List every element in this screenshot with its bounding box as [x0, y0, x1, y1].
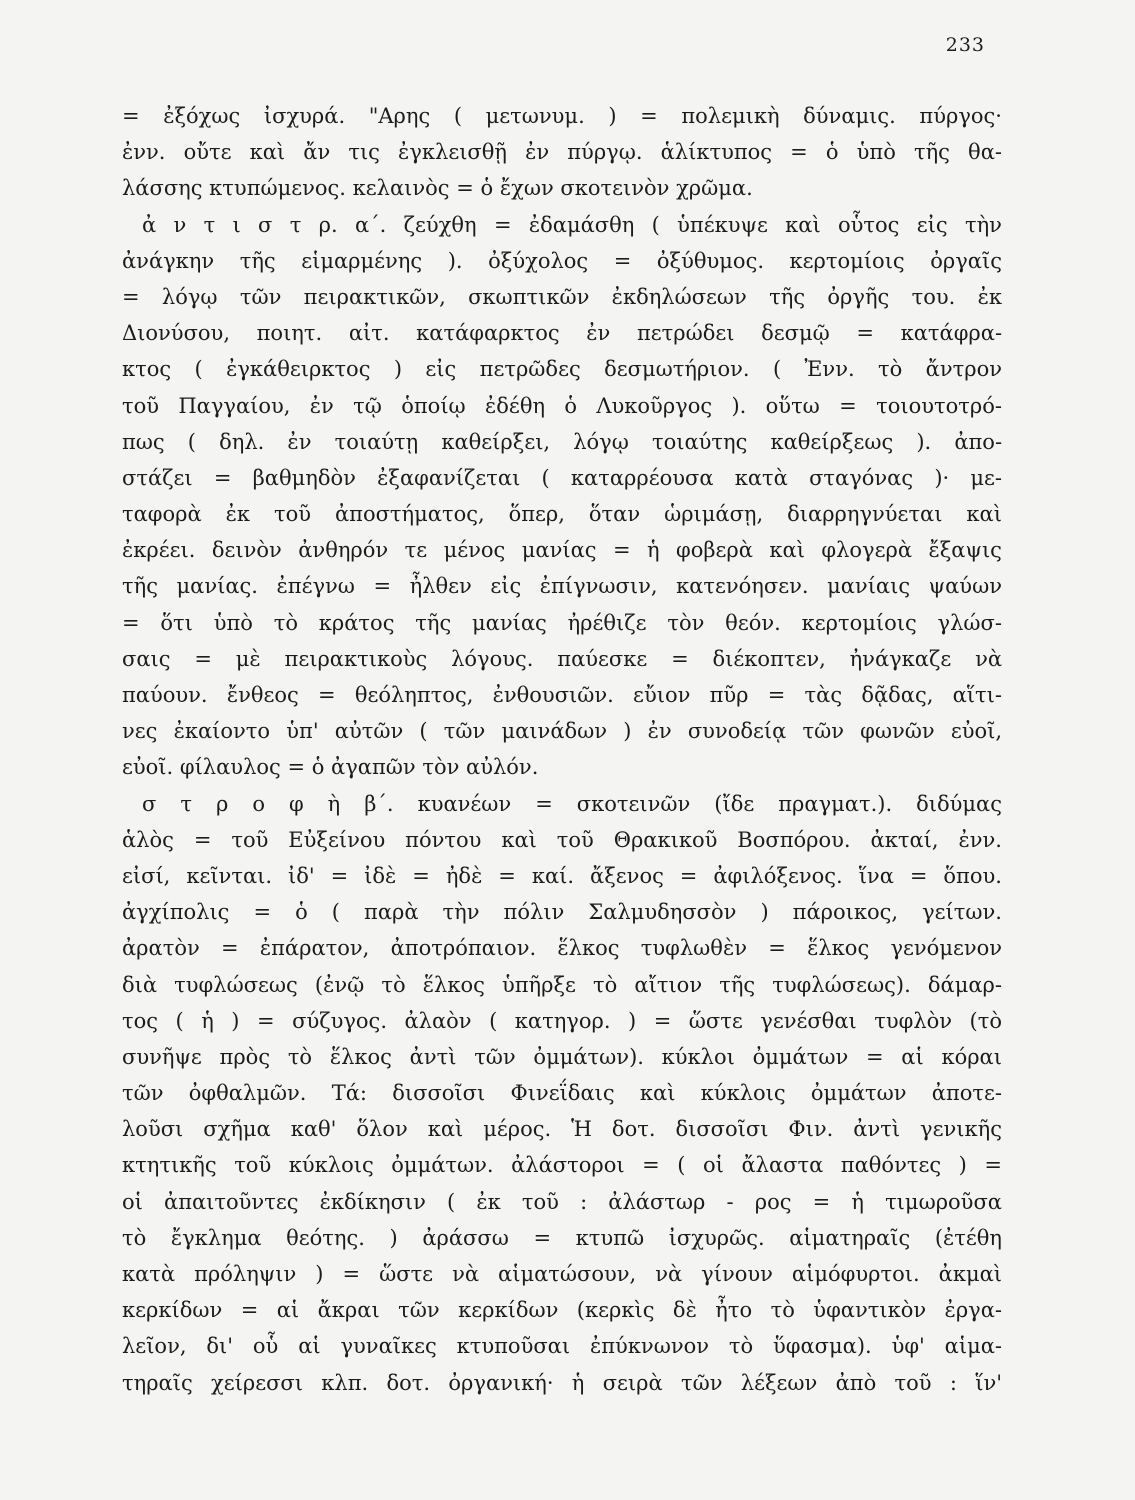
text-line-content: λοῦσι σχῆμα καθ' ὅλον καὶ μέρος. Ἡ δοτ. δισσοῖσι Φιν. ἀντὶ γενικῆς [122, 1117, 1002, 1142]
text-line-content: τὸ ἔγκλημα θεότης. ) ἀράσσω = κτυπῶ ἰσχυρῶς. αἱματηραῖς (ἐτέθη [122, 1225, 1003, 1250]
text-line-content: κατὰ πρόληψιν ) = ὥστε νὰ αἱματώσουν, νὰ γίνουν αἱμόφυρτοι. ἀκμαὶ [122, 1262, 1003, 1286]
text-line-content: εὐοῖ. φίλαυλος = ὁ ἀγαπῶν τὸν αὐλόν. [122, 755, 539, 780]
text-line [122, 1328, 1002, 1364]
text-line [122, 1075, 1002, 1111]
text-line-content: τος ( ἡ ) = σύζυγος. ἀλαὸν ( κατηγορ. ) = ὥστε γενέσθαι τυφλὸν (τὸ [122, 1008, 1003, 1033]
text-line [122, 98, 1002, 134]
text-line-content: οἱ ἀπαιτοῦντες ἐκδίκησιν ( ἐκ τοῦ : ἀλάστωρ - ρος = ἡ τιμωροῦσα [122, 1189, 1002, 1214]
text-line-content: = λόγῳ τῶν πειρακτικῶν, σκωπτικῶν ἐκδηλώσεων τῆς ὀργῆς του. ἐκ [122, 284, 1003, 309]
text-line [122, 1292, 1002, 1328]
text-line-content: λάσσης κτυπώμενος. κελαινὸς = ὁ ἔχων σκοτεινὸν χρῶμα. [122, 176, 753, 201]
text-line-content: ἀγχίπολις = ὁ ( παρὰ τὴν πόλιν Σαλμυδησσὸν ) πάροικος, γείτων. [122, 900, 1002, 925]
text-line [122, 894, 1002, 930]
text-line-content: ἁλὸς = τοῦ Εὐξείνου πόντου καὶ τοῦ Θρακικοῦ Βοσπόρου. ἀκταί, ἐνν. [122, 827, 1002, 852]
text-line-content: παύουν. ἔνθεος = θεόληπτος, ἐνθουσιῶν. εὔιον πῦρ = τὰς δᾷδας, αἵτι- [122, 683, 1002, 707]
text-line [122, 279, 1002, 315]
text-line [122, 822, 1002, 858]
text-line-content: κερκίδων = αἱ ἄκραι τῶν κερκίδων (κερκὶς δὲ ἦτο τὸ ὑφαντικὸν ἐργα- [122, 1298, 1003, 1323]
text-line [122, 858, 1002, 894]
text-line [122, 315, 1002, 351]
text-line-content: τῶν ὀφθαλμῶν. Τά: δισσοῖσι Φινεΐδαις καὶ κύκλοις ὀμμάτων ἀποτε- [122, 1081, 1002, 1106]
text-line [122, 1184, 1002, 1220]
text-line-content: Διονύσου, ποιητ. αἰτ. κατάφαρκτος ἐν πετρώδει δεσμῷ = κατάφρα- [122, 321, 1003, 346]
text-line [122, 424, 1002, 460]
page-number: 233 [945, 34, 985, 56]
text-line [122, 967, 1002, 1003]
text-line-content: στάζει = βαθμηδὸν ἐξαφανίζεται ( καταρρέουσα κατὰ σταγόνας )· με- [122, 465, 1003, 490]
text-line [122, 568, 1002, 604]
text-line-content: ἀρατὸν = ἐπάρατον, ἀποτρόπαιον. ἕλκος τυφλωθὲν = ἕλκος γενόμενον [122, 936, 1003, 961]
text-line [122, 605, 1002, 641]
text-line-content: κτος ( ἐγκάθειρκτος ) εἰς πετρῶδες δεσμωτήριον. ( Ἐνν. τὸ ἄντρον [122, 357, 1002, 382]
text-line-content: τοῦ Παγγαίου, ἐν τῷ ὁποίῳ ἐδέθη ὁ Λυκοῦργος ). οὕτω = τοιουτοτρό- [122, 393, 1002, 418]
text-line-content: = ὅτι ὑπὸ τὸ κράτος τῆς μανίας ἠρέθιζε τὸν θεόν. κερτομίοις γλώσ- [122, 610, 1002, 635]
text-line [122, 388, 1002, 424]
text-line-content: ἀ ν τ ι σ τ ρ. α΄. ζεύχθη = ἐδαμάσθη ( ὑπέκυψε καὶ οὗτος εἰς τὴν [142, 212, 1002, 237]
text-line-content: σαις = μὲ πειρακτικοὺς λόγους. παύεσκε = διέκοπτεν, ἠνάγκαζε νὰ [122, 646, 1003, 671]
text-line [122, 641, 1002, 677]
text-line [122, 1365, 1002, 1401]
text-line [122, 532, 1002, 568]
text-line-content: τῆς μανίας. ἐπέγνω = ἦλθεν εἰς ἐπίγνωσιν, κατενόησεν. μανίαις ψαύων [122, 574, 1002, 599]
text-line-content: ἀνάγκην τῆς εἱμαρμένης ). ὀξύχολος = ὀξύθυμος. κερτομίοις ὀργαῖς [122, 248, 1002, 273]
text-line-content: εἰσί, κεῖνται. ἰδ' = ἰδὲ = ἠδὲ = καί. ἄξενος = ἀφιλόξενος. ἵνα = ὅπου. [122, 863, 1002, 888]
text-line [122, 930, 1002, 966]
text-line [122, 749, 1002, 785]
text-line [122, 677, 1002, 713]
text-line [122, 351, 1002, 387]
text-line [122, 243, 1002, 279]
text-line-content: = ἐξόχως ἰσχυρά. "Αρης ( μετωνυμ. ) = πολεμικὴ δύναμις. πύργος· [122, 104, 1002, 128]
text-line-content: ἐνν. οὔτε καὶ ἄν τις ἐγκλεισθῇ ἐν πύργῳ. ἁλίκτυπος = ὁ ὑπὸ τῆς θα- [122, 140, 1002, 165]
text-line [122, 1003, 1002, 1039]
commentary-text [122, 98, 1002, 1401]
text-line [122, 460, 1002, 496]
text-line [122, 170, 1002, 206]
text-line [122, 134, 1002, 170]
text-line-content: συνῆψε πρὸς τὸ ἕλκος ἀντὶ τῶν ὀμμάτων). κύκλοι ὀμμάτων = αἱ κόραι [122, 1044, 1002, 1069]
text-line-content: νες ἐκαίοντο ὑπ' αὐτῶν ( τῶν μαινάδων ) ἐν συνοδείᾳ τῶν φωνῶν εὐοῖ, [122, 719, 1003, 744]
text-line-content: ἐκρέει. δεινὸν ἀνθηρόν τε μένος μανίας = ἡ φοβερὰ καὶ φλογερὰ ἔξαψις [122, 538, 1002, 563]
text-line-content: ταφορὰ ἐκ τοῦ ἀποστήματος, ὅπερ, ὅταν ὡριμάσῃ, διαρρηγνύεται καὶ [122, 502, 1002, 527]
text-line-content: κτητικῆς τοῦ κύκλοις ὀμμάτων. ἀλάστοροι = ( οἱ ἄλαστα παθόντες ) = [122, 1153, 1002, 1178]
text-line-content: διὰ τυφλώσεως (ἐνῷ τὸ ἕλκος ὑπῆρξε τὸ αἴτιον τῆς τυφλώσεως). δάμαρ- [122, 972, 1002, 997]
text-line [122, 207, 1002, 243]
text-line-content: πως ( δηλ. ἐν τοιαύτῃ καθείρξει, λόγῳ τοιαύτης καθείρξεως ). ἀπο- [122, 429, 1003, 454]
text-line [122, 713, 1002, 749]
text-line [122, 1111, 1002, 1147]
text-line-content: σ τ ρ ο φ ὴ β΄. κυανέων = σκοτεινῶν (ἴδε πραγματ.). διδύμας [142, 791, 1002, 816]
text-line [122, 496, 1002, 532]
text-line [122, 786, 1002, 822]
text-line-content: λεῖον, δι' οὗ αἱ γυναῖκες κτυποῦσαι ἐπύκνωνον τὸ ὕφασμα). ὑφ' αἱμα- [122, 1334, 1003, 1359]
text-line [122, 1256, 1002, 1292]
text-line [122, 1220, 1002, 1256]
text-line-content: τηραῖς χείρεσσι κλπ. δοτ. ὀργανική· ἡ σειρὰ τῶν λέξεων ἀπὸ τοῦ : ἵν' [122, 1370, 1003, 1395]
text-line [122, 1147, 1002, 1183]
text-line [122, 1039, 1002, 1075]
